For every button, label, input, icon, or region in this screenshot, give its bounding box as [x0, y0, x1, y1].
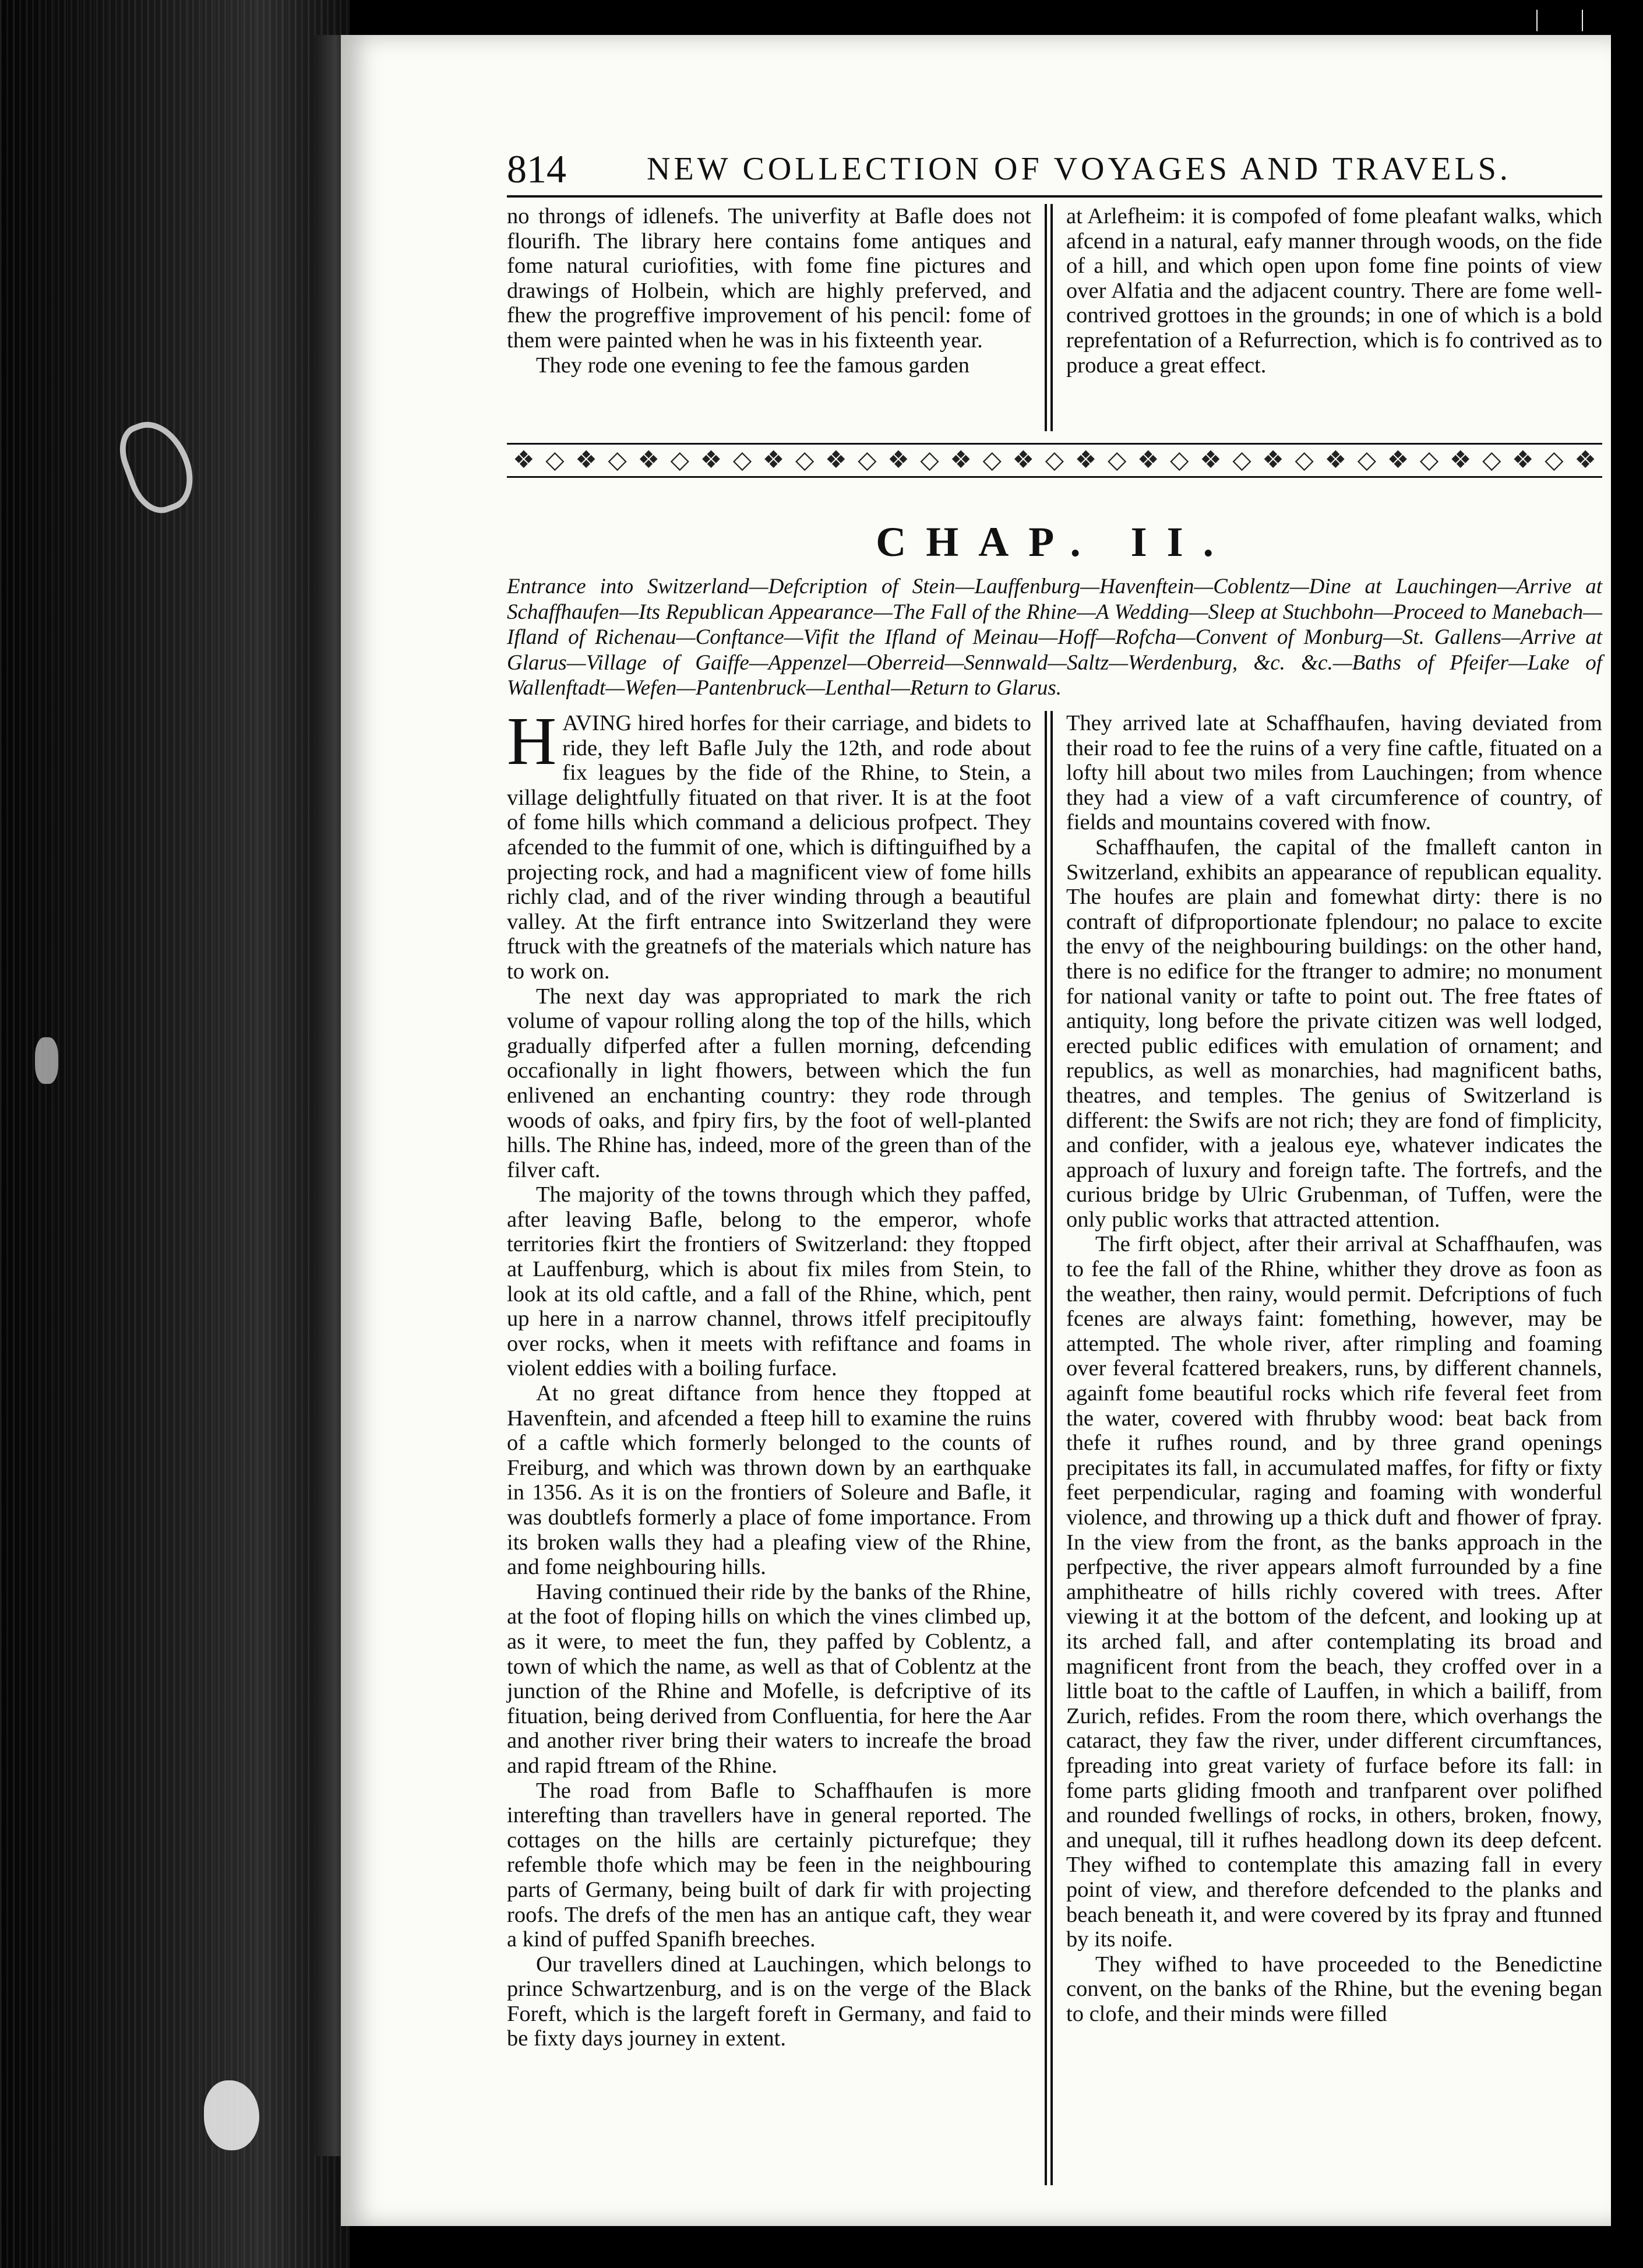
ornament-glyph: ◇ [1232, 447, 1251, 474]
ornament-glyph: ❖ [1012, 447, 1035, 474]
ornament-glyph: ◇ [670, 447, 689, 474]
book-page [341, 35, 1611, 2226]
column-rule [1045, 204, 1053, 431]
paragraph-text: AVING hired horfes for their carriage, and bidets to ride, they left Bafle July the 12th, and rode about fix leagues by the fide of the Rhine, to Stein, a village delightfully fituated on that river. It is at the foot of fome hills which command a delicious profpect. They afcended to the fummit of one, which is diftinguifhed by a projecting rock, and had a magnificent view of fome hills richly clad, and of the river winding through a beautiful valley. At the firft entrance into Switzerland they were ftruck with the greatnefs of the materials which nature has to work on. [507, 711, 1031, 984]
ornament-glyph: ❖ [824, 447, 847, 474]
spine-stain [111, 411, 203, 521]
ornament-glyph: ❖ [1200, 447, 1222, 474]
ornament-glyph: ❖ [1512, 447, 1534, 474]
paragraph: The firft object, after their arrival at Schaffhaufen, was to fee the fall of the Rhine, whither they drove as foon as the weather, then rainy, would permit. Defcriptions of fuch fcenes are always faint: fomething, however, may be attempted. The whole river, after rimpling and foaming over feveral fcattered breakers, runs, by different channels, againft fome beautiful rocks which rife feveral feet from the water, covered with fhrubby wood: beat back from thefe it rufhes round, and by three grand openings precipitates its fall, in accumulated maffes, for fifty or fixty feet perpendicular, raging and foaming with wonderful violence, and throwing up a thick duft and fhower of fpray. In the view from the front, as the banks approach in the perfpective, the river appears almoft furrounded by a fine amphitheatre of hills richly covered with trees. After viewing it at the bottom of the defcent, and looking up at its arched fall, and after contemplating its broad and magnificent front from the beach, they croffed over in a little boat to the caftle of Lauffen, in which a bailiff, from Zurich, refides. From the room there, which overhangs the cataract, they faw the river, under different circumftances, fpreading into great variety of furface before its fall: in fome parts gliding fmooth and tranfparent over polifhed and rounded fwellings of rocks, in others, broken, fnowy, and unequal, till it rufhes headlong down its deep defcent. They wifhed to contemplate this amazing fall in every point of view, and therefore defcended to the planks and beach beneath it, and were covered by its fpray and ftunned by its noife. [1066, 1232, 1602, 1952]
ornament-glyph: ❖ [1074, 447, 1097, 474]
ornament-glyph: ◇ [1419, 447, 1439, 474]
paragraph: They rode one evening to fee the famous garden [536, 353, 970, 378]
running-head [507, 143, 1602, 198]
ornament-glyph: ◇ [1295, 447, 1314, 474]
ornament-glyph: ◇ [795, 447, 815, 474]
ornament-glyph: ❖ [637, 447, 660, 474]
column-rule [1045, 711, 1053, 2185]
ornament-glyph: ❖ [1449, 447, 1472, 474]
paragraph: At no great diftance from hence they ftopped at Havenftein, and afcended a fteep hill to examine the ruins of a caftle which formerly belonged to the counts of Freiburg, and which was thrown down by an earthquake in 1356. As it is on the frontiers of Soleure and Bafle, it was doubtlefs formerly a place of fome importance. From its broken walls they had a pleafing view of the Rhine, and fome neighbouring hills. [507, 1381, 1031, 1580]
ornament-glyph: ❖ [1387, 447, 1409, 474]
ornament-glyph: ◇ [920, 447, 939, 474]
ornament-glyph: ❖ [762, 447, 785, 474]
paragraph: Having continued their ride by the banks of the Rhine, at the foot of floping hills on which the vines climbed up, as it were, to meet the fun, they paffed by Coblentz, a town of which the name, as well as that of Coblentz at the junction of the Rhine and Mofelle, is defcriptive of its fituation, being derived from Confluentia, for here the Aar and another river bring their waters to increafe the broad and rapid ftream of the Rhine. [507, 1579, 1031, 1778]
ornamental-rule [507, 443, 1602, 478]
body-left-column [507, 703, 1031, 2051]
top-left-column [507, 204, 1031, 378]
paragraph: The next day was appropriated to mark the rich volume of vapour rolling along the top of the hills, which gradually difperfed after a fullen morning, defcending occafionally in light fhowers, between which the fun enlivened an enchanting country: they rode through woods of oaks, and fpiry firs, by the foot of well-planted hills. The Rhine has, indeed, more of the green than of the filver caft. [507, 984, 1031, 1182]
ornament-glyph: ◇ [1045, 447, 1064, 474]
ornament-glyph: ❖ [887, 447, 909, 474]
paragraph: The majority of the towns through which they paffed, after leaving Bafle, belong to the emperor, whofe territories fkirt the frontiers of Switzerland: they ftopped at Lauffenburg, which is about fix miles from Stein, to look at its old caftle, and a fall of the Rhine, which, pent up here in a narrow channel, throws itfelf precipitoufly over rocks, when it meets with refiftance and foams in violent eddies with a boiling furface. [507, 1182, 1031, 1381]
page-number: 814 [507, 147, 566, 191]
ornament-glyph: ◇ [982, 447, 1002, 474]
body-right-column [1066, 711, 1602, 2026]
paragraph: They arrived late at Schaffhaufen, having deviated from their road to fee the ruins of a very fine caftle, fituated on a lofty hill about two miles from Lauchingen; from whence they had a view of a vaft circumference of country, of fields and mountains covered with fnow. [1066, 711, 1602, 835]
ornament-glyph: ◇ [1170, 447, 1189, 474]
chapter-contents: Entrance into Switzerland—Defcription of Stein—Lauffenburg—Havenftein—Coblentz—Dine at Lauchingen—Arrive at Schaffhaufen—Its Republican Appearance—The Fall of the Rhine—A Wedding—Sleep at Stuchbohn—Proceed to Manebach—Ifland of Richenau—Conftance—Vifit the Ifland of Meinau—Hoff—Rofcha—Convent of Monburg—St. Gallens—Arrive at Glarus—Village of Gaiffe—Appenzel—Oberreid—Sennwald—Saltz—Werdenburg, &c. &c.—Baths of Pfeifer—Lake of Wallenftadt—Wefen—Pantenbruck—Lenthal—Return to Glarus. [507, 575, 1602, 700]
ornament-glyph: ❖ [700, 447, 722, 474]
ornament-glyph: ❖ [575, 447, 597, 474]
ornament-glyph: ❖ [513, 447, 535, 474]
ornament-glyph: ◇ [732, 447, 752, 474]
paragraph: Our travellers dined at Lauchingen, which belongs to prince Schwartzenburg, and is on the verge of the Black Foreft, which is the largeft foreft in Germany, and faid to be fixty days journey in extent. [507, 1952, 1031, 2051]
drop-cap: H [507, 703, 557, 779]
ornament-glyph: ❖ [1262, 447, 1284, 474]
spine-stain [204, 2080, 259, 2150]
ornament-glyph: ◇ [1482, 447, 1501, 474]
top-right-column [1066, 204, 1602, 378]
ornament-glyph: ❖ [950, 447, 972, 474]
paragraph: The road from Bafle to Schaffhaufen is more interefting than travellers have in general reported. The cottages on the hills are certainly picturefque; they refemble thofe which may be feen in the neighbouring parts of Germany, being built of dark fir with projecting roofs. The drefs of the men has an antique caft, they wear a kind of puffed Spanifh breeches. [507, 1778, 1031, 1952]
ornament-glyph: ❖ [1137, 447, 1159, 474]
ornament-glyph: ❖ [1324, 447, 1347, 474]
paragraph: at Arlefheim: it is compofed of fome pleafant walks, which afcend in a natural, eafy manner through woods, on the fide of a hill, and which open upon fome fine points of view over Alfatia and the adjacent country. There are fome well-contrived grottoes in the grounds; in one of which is a bold reprefentation of a Refurrection, which is fo contrived as to produce a great effect. [1066, 204, 1602, 378]
opening-paragraph [507, 703, 1031, 984]
ornament-glyph: ❖ [1574, 447, 1596, 474]
ornament-glyph: ◇ [1357, 447, 1377, 474]
ornament-glyph: ◇ [545, 447, 565, 474]
paragraph: Schaffhaufen, the capital of the fmalleft canton in Switzerland, exhibits an appearance of republican equality. The houfes are plain and fomewhat dirty: there is no contraft of difproportionate fplendour; no palace to excite the envy of the neighbouring buildings: on the other hand, there is no edifice for the ftranger to admire; no monument for national vanity or tafte to point out. The free ftates of antiquity, long before the private citizen was well lodged, erected public edifices with emulation of ornament; and republics, as well as monarchies, had magnificent baths, theatres, and temples. The genius of Switzerland is different: the Swifs are not rich; they are fond of fimplicity, and confider, with a jealous eye, whatever indicates the approach of luxury and foreign tafte. The fortrefs, and the curious bridge by Ulric Grubenman, of Tuffen, were the only public works that attracted attention. [1066, 834, 1602, 1232]
spine-stain [35, 1037, 58, 1084]
ornament-glyph: ◇ [858, 447, 877, 474]
ornament-glyph: ◇ [1545, 447, 1564, 474]
chapter-title: CHAP. II. [876, 519, 1233, 565]
scan-corner-marks: | | [1534, 5, 1602, 31]
running-title: NEW COLLECTION OF VOYAGES AND TRAVELS. [647, 151, 1511, 187]
ornament-glyph: ◇ [608, 447, 627, 474]
paragraph: They wifhed to have proceeded to the Benedictine convent, on the banks of the Rhine, but the evening began to clofe, and their minds were filled [1066, 1952, 1602, 2026]
paragraph: no throngs of idlenefs. The univerfity at Bafle does not flourifh. The library here contains fome antiques and fome natural curiofities, with fome fine pictures and drawings of Holbein, which are highly preferved, and fhew the progreffive improvement of his pencil: fome of them were painted when he was in his fixteenth year. [507, 204, 1031, 353]
ornament-glyph: ◇ [1107, 447, 1127, 474]
book-spine [0, 0, 350, 2268]
